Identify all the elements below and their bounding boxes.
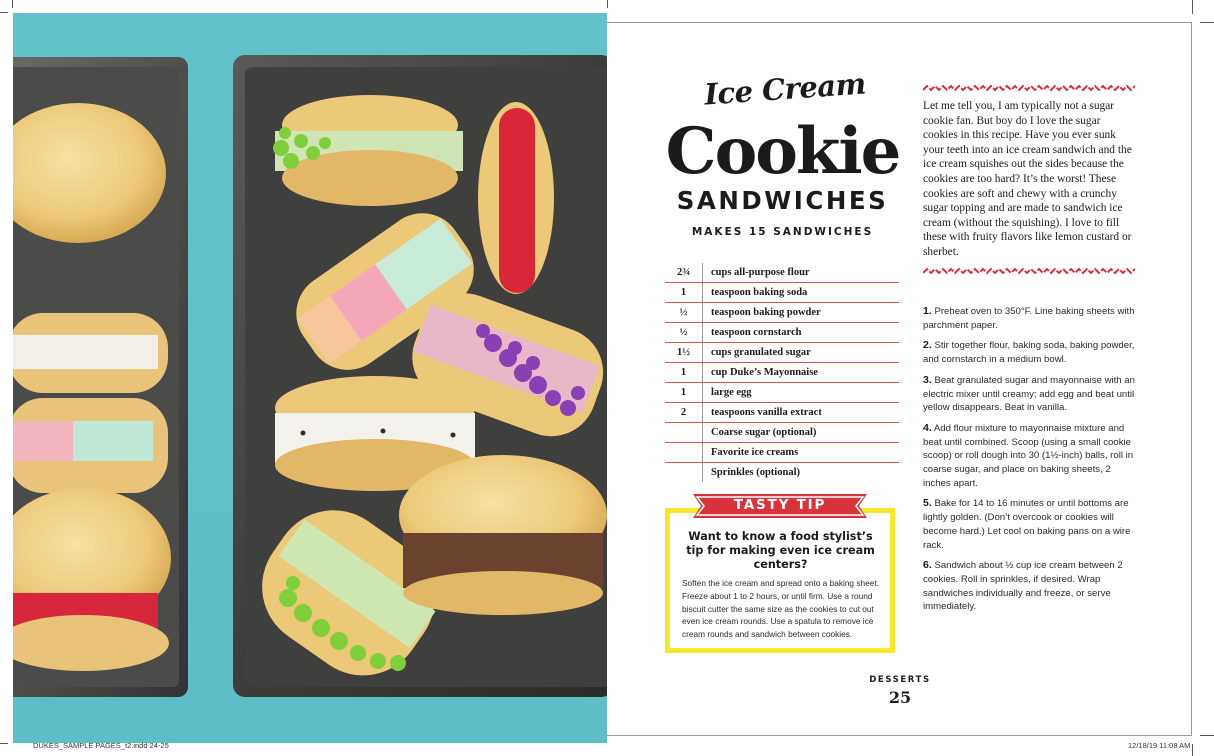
step-number: 6. <box>923 559 932 572</box>
ingredient-row <box>665 443 899 463</box>
file-slug: DUKES_SAMPLE PAGES_t2.indd 24-25 <box>33 741 169 750</box>
section-name: DESSERTS <box>869 675 931 685</box>
step-text: Add flour mixture to mayonnaise mixture and beat until combined. Scoop (using a small cookie scoop) or roll dough into 30 (1½-inch) balls, roll in coarse sugar, and place on baking sheets, 2 inches apart. <box>923 422 1134 489</box>
crop-mark <box>1200 22 1214 23</box>
crop-mark <box>0 743 8 744</box>
recipe-photo <box>13 13 607 743</box>
step-item <box>923 374 1137 415</box>
zigzag-divider-bottom <box>923 267 1135 275</box>
step-item <box>923 305 1137 332</box>
ingredient-row <box>665 263 899 283</box>
ingredient-qty: 1 <box>665 363 703 382</box>
ingredient-name: cups granulated sugar <box>711 347 811 358</box>
ingredient-qty: ½ <box>665 323 703 342</box>
page-title: Cookie <box>665 114 900 189</box>
ingredients-table <box>665 263 899 482</box>
crop-mark <box>1200 735 1214 736</box>
print-timestamp: 12/18/19 11:08 AM <box>1128 741 1191 750</box>
zigzag-divider-top <box>923 84 1135 92</box>
step-item <box>923 339 1137 366</box>
ingredient-qty: 1½ <box>665 343 703 362</box>
ingredient-row <box>665 463 899 482</box>
tip-question: Want to know a food stylist’s tip for making even ice cream centers? <box>686 530 875 571</box>
ingredient-name: Favorite ice creams <box>711 447 799 458</box>
ingredient-row <box>665 403 899 423</box>
ingredient-qty <box>665 463 703 482</box>
ingredient-name: teaspoon baking powder <box>711 307 821 318</box>
ingredient-name: large egg <box>711 387 752 398</box>
step-number: 1. <box>923 305 932 317</box>
step-text: Preheat oven to 350°F. Line baking sheets with parchment paper. <box>923 306 1135 331</box>
ingredient-row <box>665 423 899 443</box>
tip-answer: Soften the ice cream and spread onto a baking sheet. Freeze about 1 to 2 hours, or until firm. Use a round biscuit cutter the same size as the cookies to cut out even ice cream rounds. Use a spatula to remove ice cream rounds and sandwich between cookies. <box>682 578 879 640</box>
ingredient-row <box>665 383 899 403</box>
crop-mark <box>1192 0 1193 14</box>
step-text: Bake for 14 to 16 minutes or until bottoms are lightly golden. (Don’t overcook or cookies will become hard.) Let cool on baking pans on a wire rack. <box>923 498 1131 551</box>
page-number: 25 <box>888 688 912 707</box>
ingredient-qty <box>665 443 703 462</box>
ingredient-name: cups all-purpose flour <box>711 267 810 278</box>
ingredient-row <box>665 303 899 323</box>
crop-mark <box>607 0 608 8</box>
page-border-top <box>607 22 1192 23</box>
ingredient-qty <box>665 423 703 442</box>
recipe-intro: Let me tell you, I am typically not a sugar cookie fan. But boy do I love the sugar cookies in this recipe. Have you ever sunk your teeth into an ice cream sandwich and the ice cream squishes out the sides because the cookies are too hard? It’s the worst! These cookies are soft and chewy with a crunchy sugar topping and are made to sandwich ice cream (without the squishing). I love to fill these with fruity flavors like lemon custard or sherbet. <box>923 100 1132 258</box>
ingredient-qty: ½ <box>665 303 703 322</box>
recipe-steps <box>923 305 1137 621</box>
title-script: Ice Cream <box>703 66 867 112</box>
crop-mark <box>0 12 8 13</box>
ingredient-name: teaspoons vanilla extract <box>711 407 822 418</box>
ingredient-row <box>665 323 899 343</box>
ingredient-name: Sprinkles (optional) <box>711 467 800 478</box>
ingredient-row <box>665 283 899 303</box>
page-border-right <box>1191 22 1192 735</box>
ingredient-row <box>665 343 899 363</box>
ingredient-qty: 2 <box>665 403 703 422</box>
step-number: 4. <box>923 421 932 434</box>
crop-mark <box>12 0 13 8</box>
crop-mark <box>1192 744 1193 756</box>
ingredient-name: teaspoon cornstarch <box>711 327 802 338</box>
ingredient-name: cup Duke’s Mayonnaise <box>711 367 818 378</box>
step-item <box>923 422 1137 491</box>
step-text: Stir together flour, baking soda, baking powder, and cornstarch in a medium bowl. <box>923 340 1135 366</box>
step-item <box>923 559 1137 614</box>
step-number: 2. <box>923 339 932 352</box>
step-number: 5. <box>923 497 932 510</box>
ingredient-qty: 1 <box>665 383 703 402</box>
ingredient-row <box>665 363 899 383</box>
step-text: Sandwich about ½ cup ice cream between 2 cookies. Roll in sprinkles, if desired. Wrap sandwiches individually and freeze, or serve immediately. <box>923 560 1123 613</box>
tip-label: TASTY TIP <box>733 497 827 513</box>
step-item <box>923 497 1137 552</box>
recipe-yield: MAKES 15 SANDWICHES <box>691 226 874 238</box>
step-text: Beat granulated sugar and mayonnaise with an electric mixer until creamy; add egg and beat until yellow disappears. Beat in vanilla. <box>923 374 1135 414</box>
ingredient-name: Coarse sugar (optional) <box>711 427 817 438</box>
ingredient-qty: 2¾ <box>665 263 703 282</box>
step-number: 3. <box>923 373 932 386</box>
ingredient-name: teaspoon baking soda <box>711 287 808 298</box>
page-border-bottom <box>607 735 1192 736</box>
ingredient-qty: 1 <box>665 283 703 302</box>
title-subtitle: SANDWICHES <box>676 186 889 215</box>
